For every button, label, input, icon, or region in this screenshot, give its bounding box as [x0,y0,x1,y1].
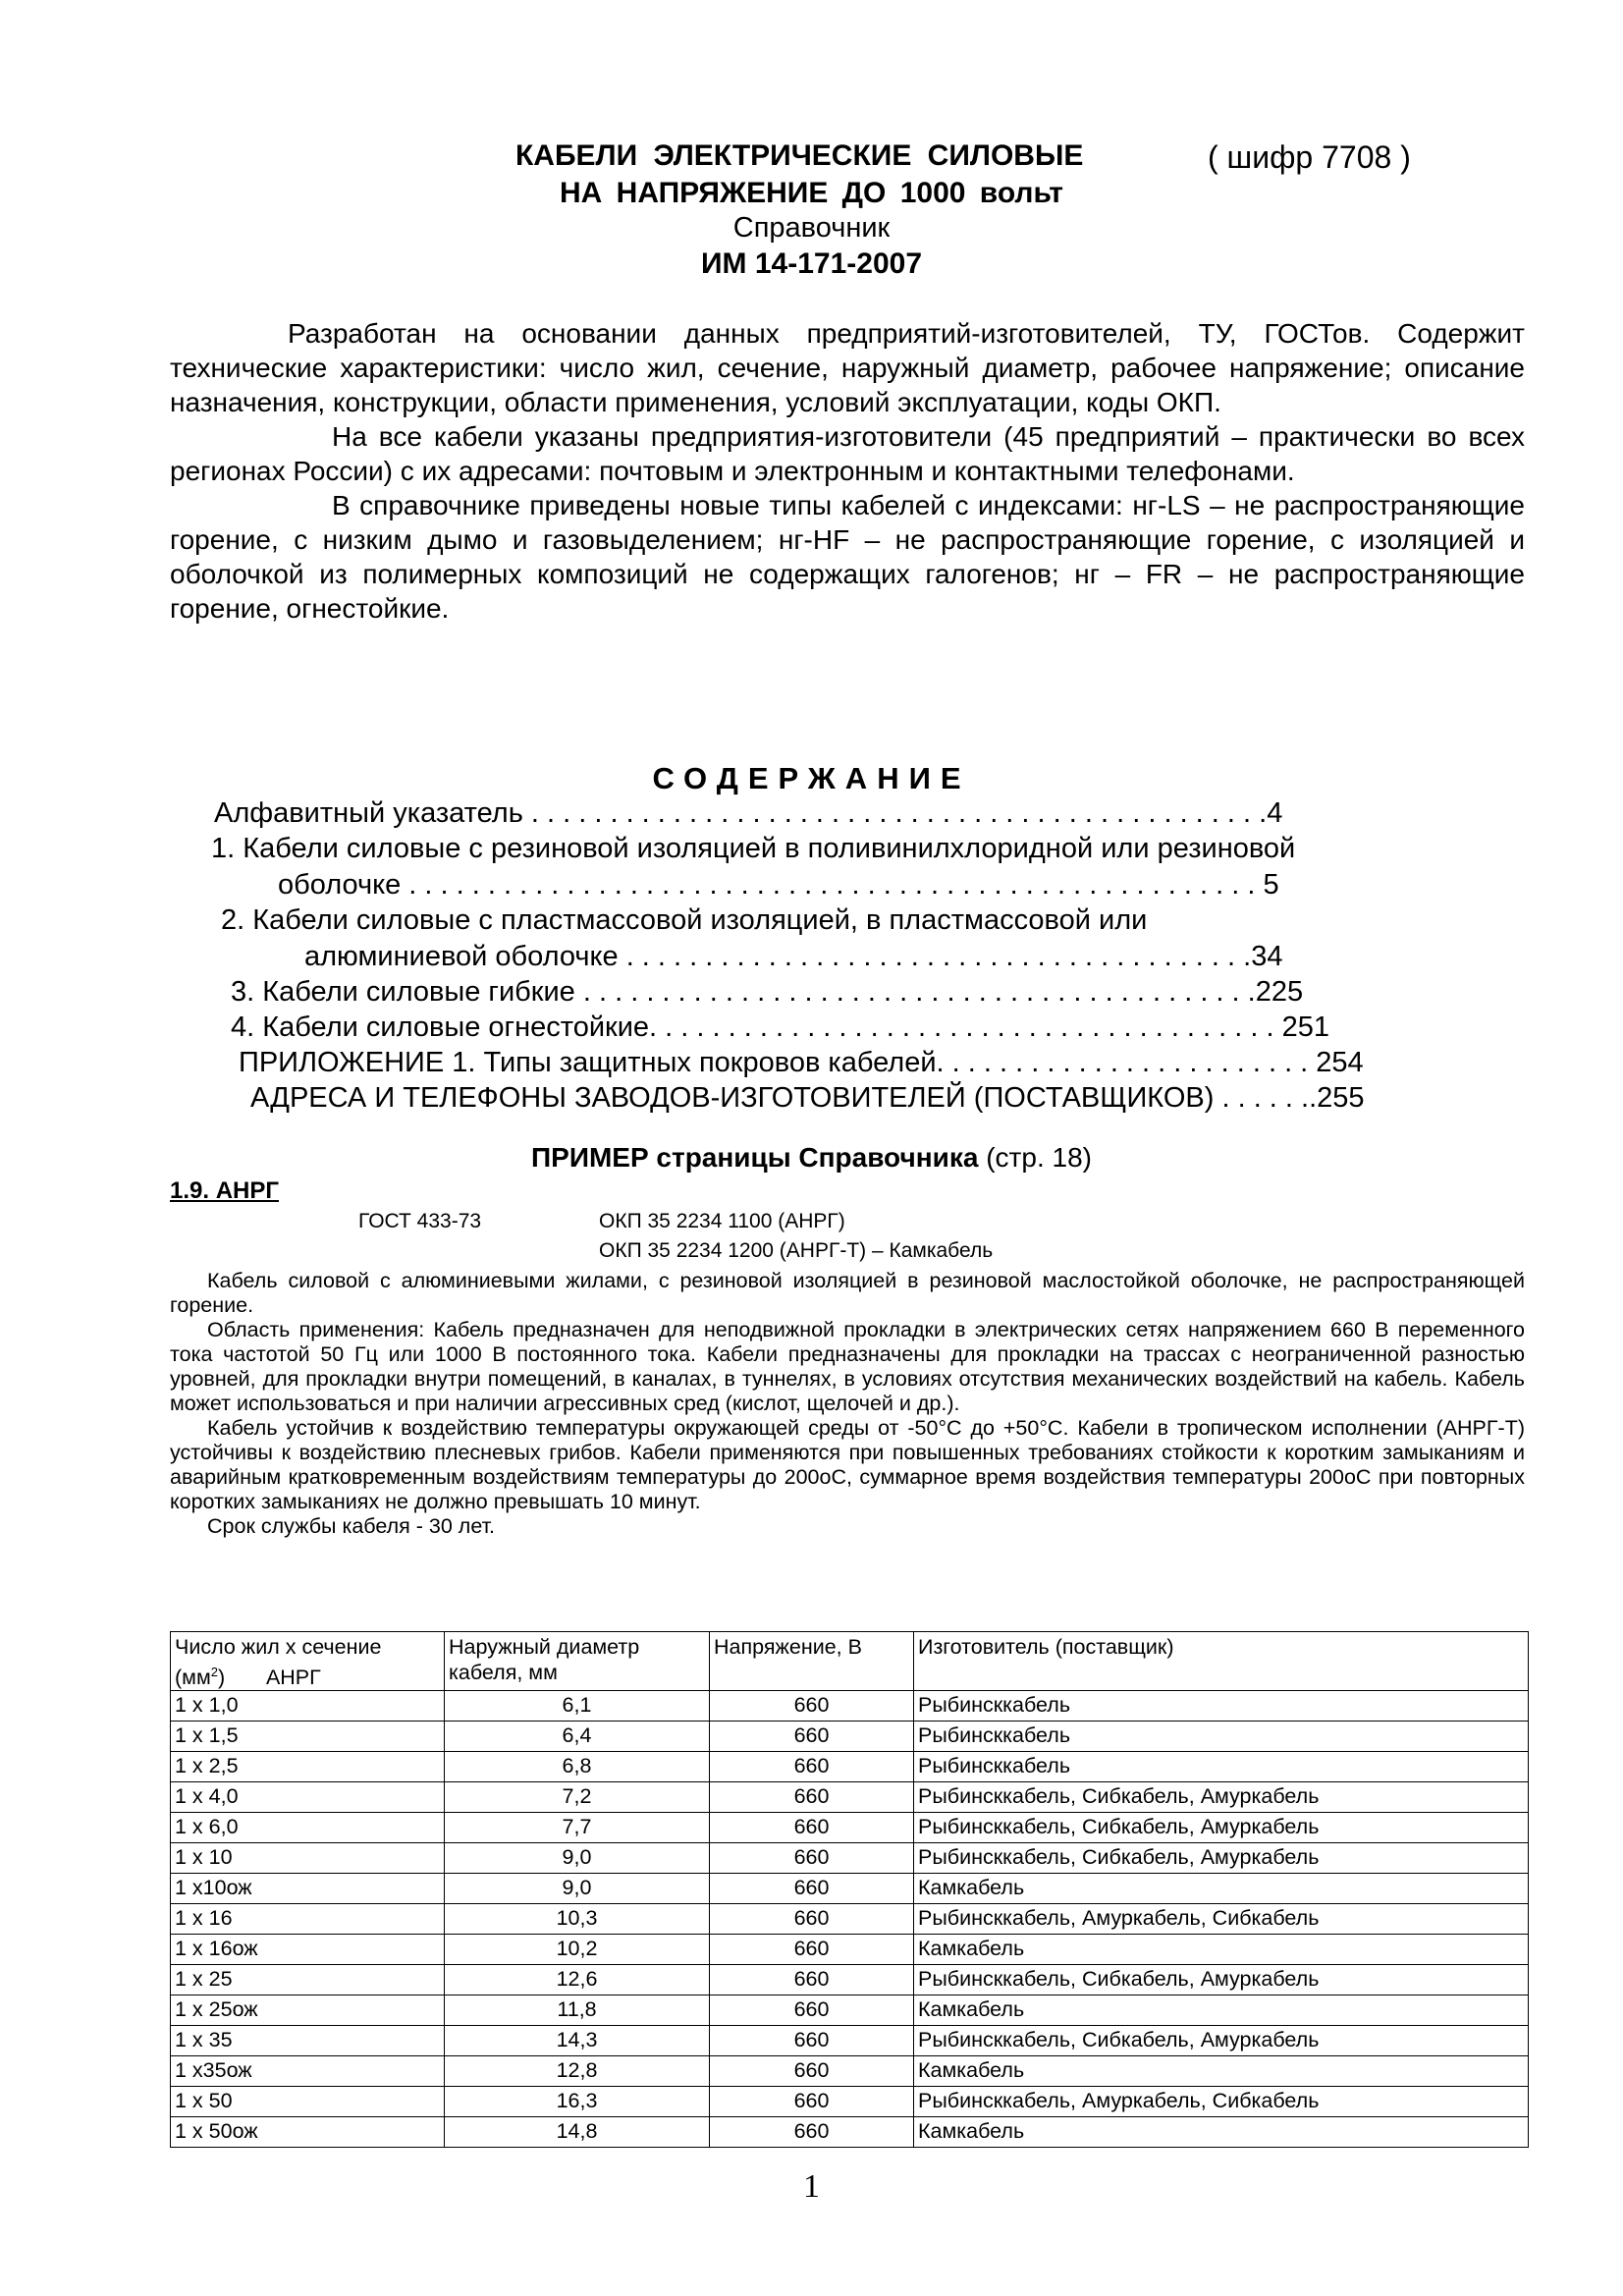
cell-manufacturer: Рыбинсккабель, Сибкабель, Амуркабель [914,1843,1529,1874]
table-row [171,1813,1529,1843]
cell-manufacturer: Камкабель [914,1874,1529,1904]
table-row [171,1752,1529,1782]
header-cores-section: Число жил х сечение $(мм^2)$ АНРГ [171,1632,445,1691]
table-row [171,2117,1529,2148]
intro-paragraph-1: Разработан на основании данных предприятий-изготовителей, ТУ, ГОСТов. Содержит технические характеристики: число жил, сечение, наружный диаметр, рабочее напряжение; описание назначения, конструкции, области применения, условий эксплуатации, коды ОКП. [170,318,1525,417]
cell-outer-diameter: 9,0 [445,1843,710,1874]
cipher-code: ( шифр 7708 ) [1208,139,1411,175]
page-number: 1 [803,2168,820,2205]
table-row [171,1691,1529,1722]
toc-entry-1-line1[interactable]: 1. Кабели силовые с резиновой изоляцией в поливинилхлоридной или резиновой [211,833,1296,864]
table-row [171,1965,1529,1995]
toc-entry-1-line2[interactable]: оболочке . . . . . . . . . . . . . . . . . . . . . . . . . . . . . . . . . . . . . . . . . . . . . . . . . . . . . . 5 [278,869,1279,901]
cell-cores-section: 1 x 25 [171,1965,445,1995]
cell-voltage: 660 [710,1691,914,1722]
toc-entry-2-line1[interactable]: 2. Кабели силовые с пластмассовой изоляцией, в пластмассовой или [221,904,1148,936]
cell-voltage: 660 [710,1813,914,1843]
cell-outer-diameter: 6,1 [445,1691,710,1722]
table-row [171,1874,1529,1904]
cell-voltage: 660 [710,2087,914,2117]
cell-outer-diameter: 16,3 [445,2087,710,2117]
cell-manufacturer: Камкабель [914,2056,1529,2087]
cell-outer-diameter: 11,8 [445,1995,710,2026]
document-title: КАБЕЛИ ЭЛЕКТРИЧЕСКИЕ СИЛОВЫЕ [515,139,1084,172]
cell-voltage: 660 [710,1935,914,1965]
okp-code-1: ОКП 35 2234 1100 (АНРГ) [599,1210,845,1232]
cell-manufacturer: Рыбинсккабель, Амуркабель, Сибкабель [914,2087,1529,2117]
cell-voltage: 660 [710,1722,914,1752]
cell-outer-diameter: 6,8 [445,1752,710,1782]
toc-entry-addresses[interactable]: АДРЕСА И ТЕЛЕФОНЫ ЗАВОДОВ-ИЗГОТОВИТЕЛЕЙ (ПОСТАВЩИКОВ) . . . . . ..255 [250,1082,1365,1114]
cable-specs-table [170,1631,1529,2148]
okp-code-2: ОКП 35 2234 1200 (АНРГ-Т) – Камкабель [599,1239,994,1262]
cell-manufacturer: Рыбинсккабель, Сибкабель, Амуркабель [914,1813,1529,1843]
document-subtitle: Справочник [732,212,891,244]
cell-voltage: 660 [710,2056,914,2087]
cell-voltage: 660 [710,1752,914,1782]
cell-voltage: 660 [710,1874,914,1904]
cell-outer-diameter: 7,2 [445,1782,710,1813]
cell-cores-section: 1 x 1,0 [171,1691,445,1722]
cell-voltage: 660 [710,1782,914,1813]
header-manufacturer: Изготовитель (поставщик) [914,1632,1529,1691]
cell-outer-diameter: 9,0 [445,1874,710,1904]
cell-outer-diameter: 10,3 [445,1904,710,1935]
intro-paragraph-2: На все кабели указаны предприятия-изготовители (45 предприятий – практически во всех регионах России) с их адресами: почтовым и электронным и контактными телефонами. [170,421,1525,486]
cell-manufacturer: Рыбинсккабель, Сибкабель, Амуркабель [914,1782,1529,1813]
cell-cores-section: 1 x 50 [171,2087,445,2117]
table-row [171,1722,1529,1752]
cell-manufacturer: Рыбинсккабель [914,1752,1529,1782]
table-row [171,1782,1529,1813]
document-title-line2: НА НАПРЯЖЕНИЕ ДО 1000 вольт [560,177,1063,209]
description-paragraph-4: Срок службы кабеля - 30 лет. [207,1514,496,1538]
cell-manufacturer: Камкабель [914,1935,1529,1965]
intro-section [170,316,1525,626]
cell-cores-section: 1 x 1,5 [171,1722,445,1752]
toc-entry-3[interactable]: 3. Кабели силовые гибкие . . . . . . . . . . . . . . . . . . . . . . . . . . . . . . . . . . . . . . . . . . .225 [231,976,1304,1008]
cell-manufacturer: Рыбинсккабель [914,1722,1529,1752]
description-paragraph-3: Кабель устойчив к воздействию температуры окружающей среды от -50°С до +50°С. Кабели в тропическом исполнении (АНРГ-Т) устойчивы к воздействию плесневых грибов. Кабели применяются при повышенных требованиях стойкости к коротким замыканиям и аварийным кратковременным воздействиям температуры до 200оС, суммарное время воздействия температуры 200оС при повторных коротких замыканиях не должно превышать 10 минут. [170,1416,1525,1513]
cell-cores-section: 1 x 10 [171,1843,445,1874]
cell-outer-diameter: 14,8 [445,2117,710,2148]
toc-title: СОДЕРЖАНИЕ [652,761,971,795]
cell-voltage: 660 [710,2026,914,2056]
cell-manufacturer: Рыбинсккабель [914,1691,1529,1722]
cell-outer-diameter: 12,6 [445,1965,710,1995]
cell-cores-section: 1 x 4,0 [171,1782,445,1813]
document-code: ИМ 14-171-2007 [700,247,923,280]
toc-entry-4[interactable]: 4. Кабели силовые огнестойкие. . . . . . . . . . . . . . . . . . . . . . . . . . . . . . . . . . . . . . . . 251 [231,1011,1330,1043]
cell-cores-section: 1 x 35 [171,2026,445,2056]
cell-voltage: 660 [710,1843,914,1874]
table-row [171,1995,1529,2026]
cell-outer-diameter: 14,3 [445,2026,710,2056]
cell-manufacturer: Камкабель [914,2117,1529,2148]
header-outer-diameter: Наружный диаметр кабеля, мм [445,1632,710,1691]
cell-voltage: 660 [710,1965,914,1995]
cell-voltage: 660 [710,1995,914,2026]
toc-entry-appendix[interactable]: ПРИЛОЖЕНИЕ 1. Типы защитных покровов кабелей. . . . . . . . . . . . . . . . . . . . . . . . 254 [239,1047,1364,1078]
table-header-row [171,1632,1529,1691]
cell-cores-section: 1 x 25ож [171,1995,445,2026]
cell-cores-section: 1 x10ож [171,1874,445,1904]
header-voltage: Напряжение, В [710,1632,914,1691]
table-row [171,2026,1529,2056]
cell-outer-diameter: 6,4 [445,1722,710,1752]
table-row [171,1843,1529,1874]
toc-entry-2-line2[interactable]: алюминиевой оболочке . . . . . . . . . . . . . . . . . . . . . . . . . . . . . . . . . . . . . . . .34 [304,941,1283,972]
gost-code: ГОСТ 433-73 [358,1210,482,1232]
cell-outer-diameter: 10,2 [445,1935,710,1965]
cell-cores-section: 1 x35ож [171,2056,445,2087]
description-paragraph-1: Кабель силовой с алюминиевыми жилами, с резиновой изоляцией в резиновой маслостойкой оболочке, не распространяющей горение. [170,1269,1525,1317]
intro-paragraph-3: В справочнике приведены новые типы кабелей с индексами: нг-LS – не распространяющие горение, с низким дымо и газовыделением; нг-HF – не распространяющие горение, с изоляцией и оболочкой из полимерных композиций не содержащих галогенов; нг – FR – не распространяющие горение, огнестойкие. [170,490,1525,624]
table-row [171,2087,1529,2117]
cell-cores-section: 1 x 16 [171,1904,445,1935]
toc-entry-index[interactable]: Алфавитный указатель . . . . . . . . . . . . . . . . . . . . . . . . . . . . . . . . . . . . . . . . . . . . . . .4 [214,797,1283,829]
example-title: ПРИМЕР страницы Справочника (стр. 18) [531,1142,1092,1173]
section-heading: 1.9. АНРГ [170,1177,279,1204]
cell-cores-section: 1 x 6,0 [171,1813,445,1843]
cell-manufacturer: Рыбинсккабель, Сибкабель, Амуркабель [914,2026,1529,2056]
table-row [171,1935,1529,1965]
cell-voltage: 660 [710,1904,914,1935]
cell-manufacturer: Камкабель [914,1995,1529,2026]
table-row [171,1904,1529,1935]
cell-cores-section: 1 x 50ож [171,2117,445,2148]
cell-outer-diameter: 7,7 [445,1813,710,1843]
cell-cores-section: 1 x 2,5 [171,1752,445,1782]
cell-manufacturer: Рыбинсккабель, Амуркабель, Сибкабель [914,1904,1529,1935]
description-paragraph-2: Область применения: Кабель предназначен для неподвижной прокладки в электрических сетях напряжением 660 В переменного тока частотой 50 Гц или 1000 В постоянного тока. Кабели предназначены для прокладки на трассах с неограниченной разностью уровней, для прокладки внутри помещений, в каналах, в туннелях, в условиях отсутствия механических воздействий на кабель. Кабель может использоваться и при наличии агрессивных сред (кислот, щелочей и др.). [170,1318,1525,1415]
cell-cores-section: 1 x 16ож [171,1935,445,1965]
cell-outer-diameter: 12,8 [445,2056,710,2087]
table-row [171,2056,1529,2087]
cell-manufacturer: Рыбинсккабель, Сибкабель, Амуркабель [914,1965,1529,1995]
cell-voltage: 660 [710,2117,914,2148]
cable-description [170,1269,1525,1539]
